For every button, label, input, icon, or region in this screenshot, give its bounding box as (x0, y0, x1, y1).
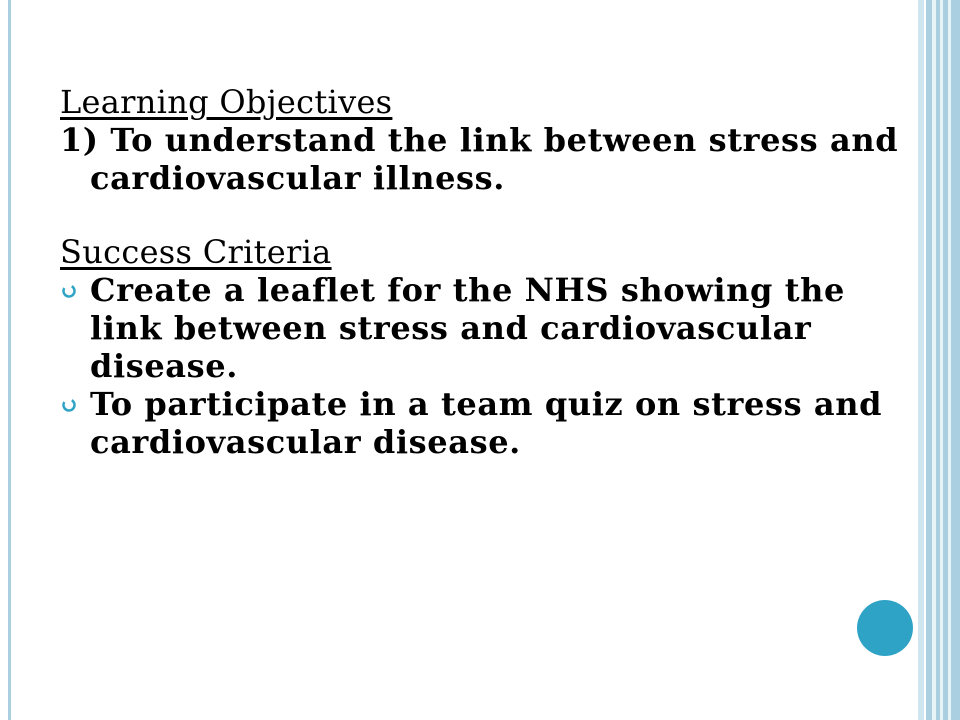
learning-objectives-heading: Learning Objectives (60, 83, 393, 121)
objective-item: 1) To understand the link between stress and cardiovascular illness. (60, 121, 899, 197)
criteria-bullet-text: To participate in a team quiz on stress and cardiovascular disease. (90, 385, 883, 461)
decorative-circle (857, 600, 913, 656)
criteria-bullet (60, 271, 920, 385)
success-criteria-heading: Success Criteria (60, 233, 332, 271)
decorative-stripe (951, 0, 960, 720)
slide-body (60, 83, 920, 461)
criteria-bullet (60, 385, 920, 461)
slide-left-border (8, 0, 11, 720)
bullet-arc-icon (62, 284, 76, 298)
criteria-bullet-text: Create a leaflet for the NHS showing the link between stress and cardiovascular disease. (90, 271, 845, 385)
bullet-arc-icon (62, 398, 76, 412)
